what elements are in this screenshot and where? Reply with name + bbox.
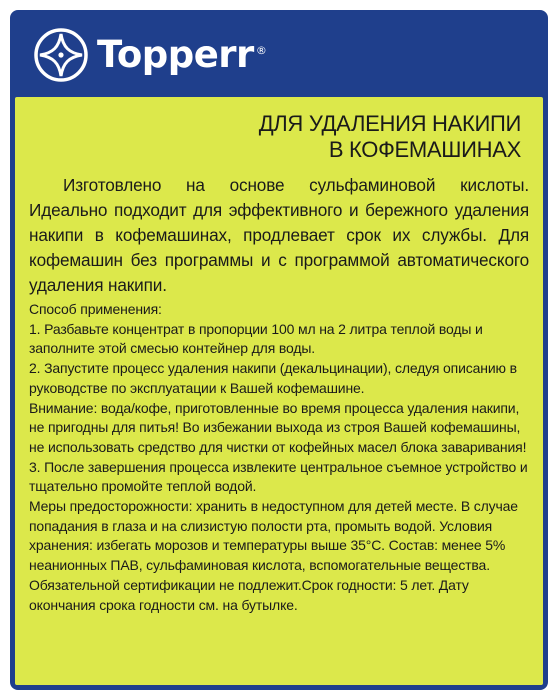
product-intro — [29, 173, 529, 298]
brand-name — [97, 33, 266, 76]
product-intro-text: Изготовлено на основе сульфаминовой кислоты. Идеально подходит для эффективного и бережного удаления накипи в кофемашинах, продлевает срок их службы. Для кофемашин без программы и с программой автоматического удаления накипи. — [29, 175, 529, 295]
usage-warning: Внимание: вода/кофе, приготовленные во время процесса удаления накипи, не пригодны для питья! Во избежании выхода из строя Вашей кофемашины, не использовать средство для чистки от кофейных масел блока заваривания! — [29, 399, 527, 455]
product-title-line-1: ДЛЯ УДАЛЕНИЯ НАКИПИ — [258, 111, 521, 136]
brand-header — [15, 15, 543, 97]
certification-text: Обязательной сертификации не подлежит.Срок годности: 5 лет. Дату окончания срока годности см. на бутылке. — [29, 576, 469, 613]
registered-mark: ® — [255, 43, 267, 57]
usage-heading: Способ применения: — [29, 301, 162, 317]
label-frame — [10, 10, 548, 690]
usage-step-1: 1. Разбавьте концентрат в пропорции 100 мл на 2 литра теплой воды и заполните этой смесью контейнер для воды. — [29, 320, 483, 357]
usage-step-3: 3. После завершения процесса извлеките центральное съемное устройство и тщательно промойте теплой водой. — [29, 458, 528, 495]
brand-name-text: Topperr — [97, 33, 254, 76]
product-title-line-2: В КОФЕМАШИНАХ — [328, 137, 521, 162]
precautions-text: Меры предосторожности: хранить в недоступном для детей месте. В случае попадания в глаза и на слизистую полости рта, промыть водой. Условия хранения: избегать морозов и температуры выше 35°С. Состав: менее 5% неанионных ПАВ, сульфаминовая кислота, вспомогательные вещества. — [29, 498, 518, 574]
compass-star-logo-icon — [33, 27, 89, 83]
product-title — [29, 111, 529, 163]
instructions-block — [29, 300, 529, 615]
usage-step-2: 2. Запустите процесс удаления накипи (декальцинации), следуя описанию в руководстве по эксплуатации к Вашей кофемашине. — [29, 360, 517, 396]
content-panel — [15, 97, 543, 685]
